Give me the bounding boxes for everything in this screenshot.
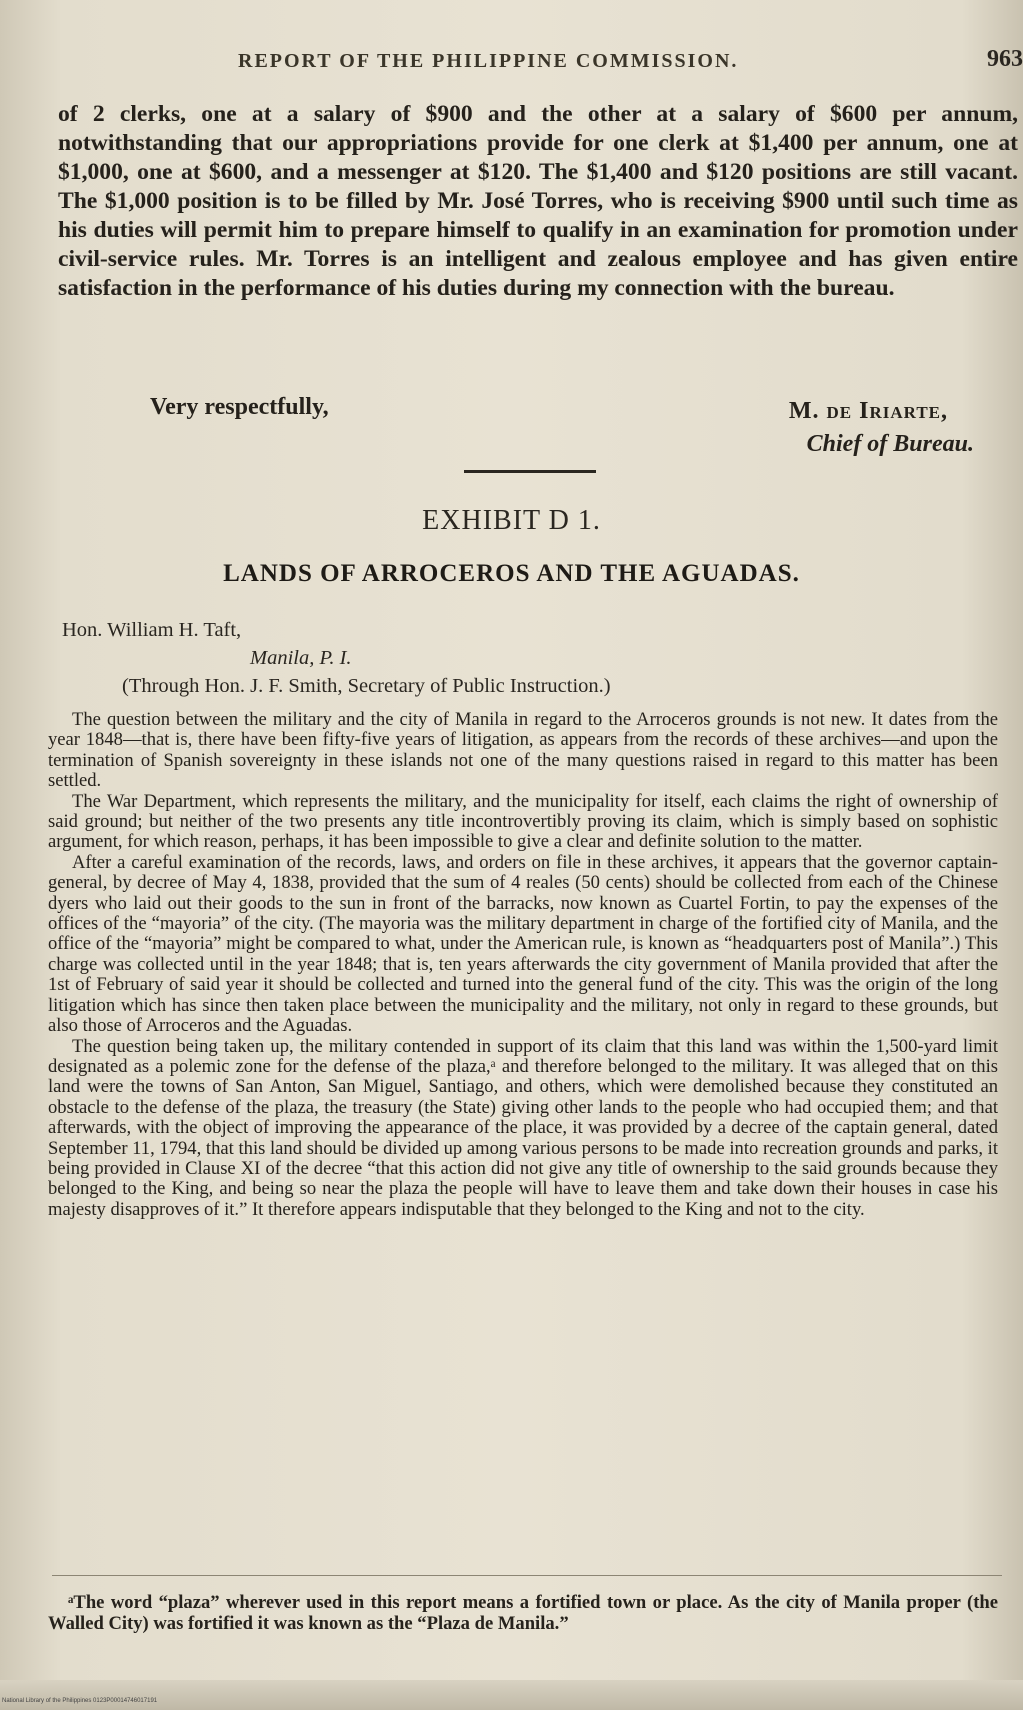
addressee-via: (Through Hon. J. F. Smith, Secretary of Public Instruction.) [122,675,611,697]
body-text [48,710,998,1220]
page-number: 963 [987,46,1023,72]
addressee-name: Hon. William H. Taft, [62,619,242,641]
valediction: Very respectfully, [150,394,329,420]
footnote-divider [52,1575,1002,1576]
body-paragraph: The question between the military and the city of Manila in regard to the Arroceros grounds is not new. It dates from the year 1848—that is, there have been fifty-five years of litigation, as appears from the records of these archives—and upon the termination of Spanish sovereignty in these islands not one of the many questions raised in regard to this matter has been settled. [48,709,998,792]
signer-name: M. de Iriarte, [788,398,948,424]
page-edge [0,1680,1023,1710]
scan-imprint: National Library of the Philippines 0123P00014746017191 [2,1698,158,1704]
signature-block [788,398,974,458]
section-divider [464,470,596,473]
footnote [48,1592,998,1634]
section-heading: LANDS OF ARROCEROS AND THE AGUADAS. [223,560,800,587]
body-paragraph: The War Department, which represents the military, and the municipality for itself, each claims the right of ownership of said ground; but neither of the two presents any title incontrovertibly proving its claim, which is simply based on sophistic argument, for which reason, perhaps, it has been impossible to give a clear and definite solution to the matter. [48,790,998,853]
footnote-text: ᵃThe word “plaza” wherever used in this report means a fortified town or place. As the city of Manila proper (the Walled City) was fortified it was known as the “Plaza de Manila.” [48,1592,998,1634]
running-head [58,46,1023,80]
exhibit-label: EXHIBIT D 1. [422,505,601,536]
addressee-place: Manila, P. I. [250,647,352,669]
continued-paragraph: of 2 clerks, one at a salary of $900 and the other at a salary of $600 per annum, notwithstanding that our appropriations provide for one clerk at $1,400 per annum, one at $1,000, one at $600, and a messenger at $120. The $1,400 and $120 positions are still vacant. The $1,000 position is to be filled by Mr. José Torres, who is receiving $900 until such time as his duties will permit him to prepare himself to qualify in an examination for promotion under civil-service rules. Mr. Torres is an intelligent and zealous employee and has given entire satisfaction in the performance of his duties during my connection with the bureau. [58,101,1018,301]
body-paragraph: The question being taken up, the military contended in support of its claim that this land was within the 1,500-yard limit designated as a polemic zone for the defense of the plaza,ᵃ and therefore belonged to the military. It was alleged that on this land were the towns of San Anton, San Miguel, Santiago, and others, which were demolished because they constituted an obstacle to the defense of the plaza, the treasury (the State) giving other lands to the people who had occupied them; and that afterwards, with the object of improving the appearance of the place, it was provided by a decree of the captain general, dated September 11, 1794, that this land should be divided up among various persons to be made into recreation grounds and parks, it being provided in Clause XI of the decree “that this action did not give any title of ownership to the said grounds because they belonged to the King, and being so near the plaza the people will have to leave them and take down their houses in case his majesty disapproves of it.” It therefore appears indisputable that they belonged to the King and not to the city. [48,1035,998,1220]
body-paragraph: After a careful examination of the records, laws, and orders on file in these archives, it appears that the governor captain-general, by decree of May 4, 1838, provided that the sum of 4 reales (50 cents) should be collected from each of the Chinese dyers who laid out their goods to the sun in front of the barracks, now known as Cuartel Fortin, to pay the expenses of the offices of the “mayoria” of the city. (The mayoria was the military department in charge of the fortified city of Manila, and the office of the “mayoria” might be compared to what, under the American rule, is known as “headquarters post of Manila”.) This charge was collected until in the year 1848; that is, ten years afterwards the city government of Manila provided that after the 1st of February of said year it should be collected and turned into the general fund of the city. This was the origin of the long litigation which has since then taken place between the municipality and the military, not only in regard to these grounds, but also those of Arroceros and the Aguadas. [48,851,998,1037]
running-head-title: REPORT OF THE PHILIPPINE COMMISSION. [238,50,739,72]
signer-title: Chief of Bureau. [806,431,974,457]
addressee-block [62,616,611,700]
